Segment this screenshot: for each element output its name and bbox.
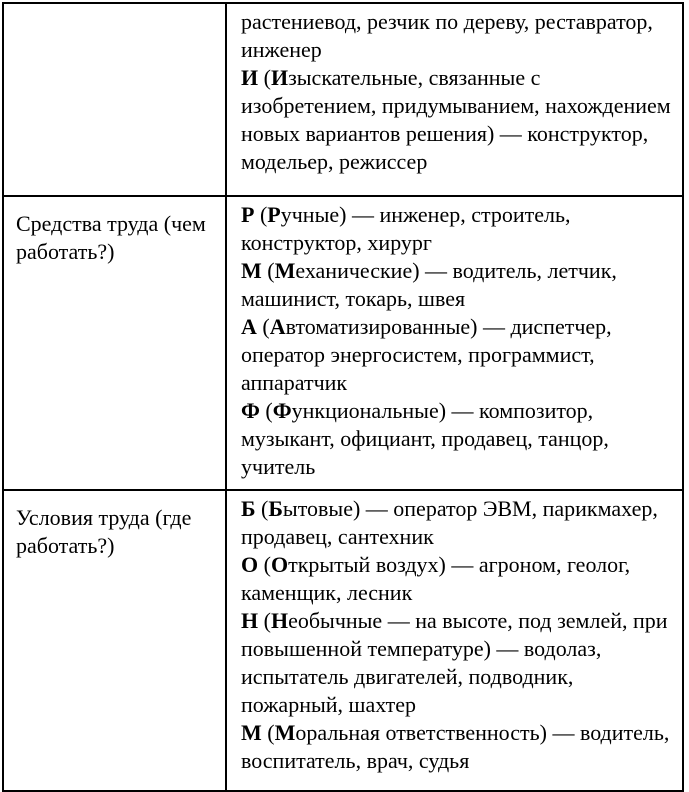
- paragraph-text: ткрытый воздух) — агроном, геолог, каменщик, лесник: [241, 552, 631, 605]
- paragraph-text: (: [259, 398, 273, 423]
- category-letter: М: [274, 258, 296, 283]
- category-letter: Б: [241, 496, 256, 521]
- category-letter: Р: [241, 202, 255, 227]
- category-letter: Ф: [241, 398, 260, 423]
- row-header-cell: [3, 490, 226, 791]
- content-paragraph: [241, 719, 674, 775]
- paragraph-text: (: [261, 720, 275, 745]
- content-paragraph: [241, 551, 674, 607]
- category-letter: О: [270, 552, 289, 577]
- category-letter: М: [241, 720, 262, 745]
- paragraph-text: (: [256, 314, 270, 339]
- category-letter: Р: [267, 202, 281, 227]
- content-paragraph: [241, 607, 674, 719]
- content-paragraph: [241, 64, 674, 176]
- paragraph-text: еханические) — водитель, летчик, машинист, токарь, швея: [241, 258, 617, 311]
- row-content-cell: [226, 196, 683, 490]
- row-content-cell: [226, 490, 683, 791]
- table-row: [3, 196, 683, 490]
- content-paragraph: [241, 313, 674, 397]
- paragraph-text: (: [255, 496, 269, 521]
- profession-classification-table: [2, 2, 684, 792]
- table-row: [3, 490, 683, 791]
- paragraph-text: (: [261, 258, 275, 283]
- category-letter: И: [241, 65, 259, 90]
- category-letter: Ф: [272, 398, 292, 423]
- category-letter: И: [270, 65, 289, 90]
- paragraph-text: (: [258, 65, 271, 90]
- table-body: [3, 3, 683, 791]
- category-letter: Н: [241, 608, 259, 633]
- content-paragraph: [241, 8, 674, 64]
- paragraph-text: (: [254, 202, 268, 227]
- content-paragraph: [241, 201, 674, 257]
- paragraph-text: (: [258, 552, 271, 577]
- row-header-cell: [3, 196, 226, 490]
- table-row: [3, 3, 683, 196]
- category-letter: М: [241, 258, 262, 283]
- content-paragraph: [241, 397, 674, 481]
- paragraph-text: зыскательные, связанные с изобретением, придумыванием, нахождением новых вариантов решения) — конструктор, модельер, режиссер: [241, 65, 671, 174]
- row-header-label: Условия труда (где работать?): [16, 505, 192, 558]
- category-letter: О: [241, 552, 259, 577]
- paragraph-text: ытовые) — оператор ЭВМ, парикмахер, продавец, сантехник: [241, 496, 658, 549]
- paragraph-text: учные) — инженер, строитель, конструктор, хирург: [241, 202, 571, 255]
- category-letter: Н: [270, 608, 289, 633]
- category-letter: А: [269, 314, 286, 339]
- category-letter: А: [241, 314, 257, 339]
- content-paragraph: [241, 257, 674, 313]
- category-letter: Б: [268, 496, 283, 521]
- paragraph-text: еобычные — на высоте, под землей, при повышенной температуре) — водолаз, испытатель двигателей, подводник, пожарный, шахтер: [241, 608, 668, 717]
- row-header-label: Средства труда (чем работать?): [16, 211, 206, 264]
- paragraph-text: оральная ответственность) — водитель, воспитатель, врач, судья: [241, 720, 670, 773]
- category-letter: М: [274, 720, 296, 745]
- row-content-cell: [226, 3, 683, 196]
- paragraph-text: втоматизированные) — диспетчер, оператор энергосистем, программист, аппаратчик: [241, 314, 612, 395]
- row-header-cell: [3, 3, 226, 196]
- paragraph-text: (: [258, 608, 271, 633]
- paragraph-text: ункциональные) — композитор, музыкант, официант, продавец, танцор, учитель: [241, 398, 609, 479]
- content-paragraph: [241, 495, 674, 551]
- paragraph-text: растениевод, резчик по дереву, реставратор, инженер: [241, 9, 653, 62]
